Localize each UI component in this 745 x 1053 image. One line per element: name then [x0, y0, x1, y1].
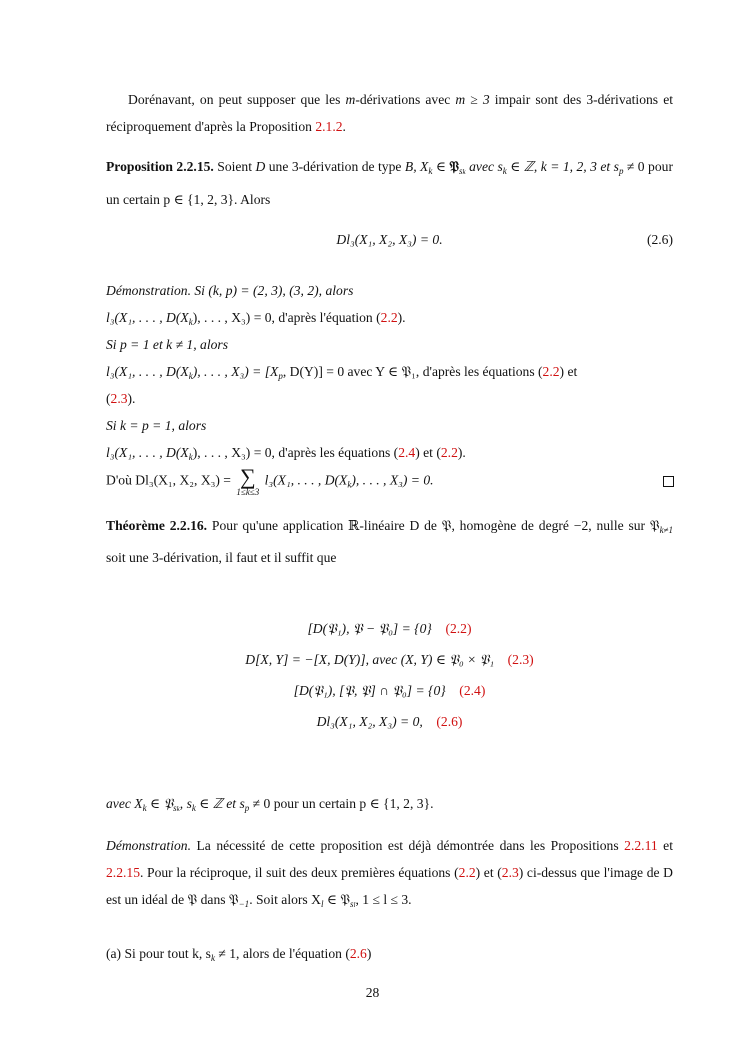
- equation-text: [D(𝔓₁), 𝔓 − 𝔓₀] = {0}: [307, 621, 432, 636]
- reference-link[interactable]: 2.4: [398, 445, 416, 460]
- prop-sub: k: [428, 166, 433, 176]
- theorem-label: Théorème 2.2.16.: [106, 518, 208, 533]
- prop-text: une 3-dérivation de type: [265, 159, 405, 174]
- demo-sub: k: [188, 452, 193, 462]
- cond-math: ∈ 𝔓: [146, 796, 174, 811]
- demo2-text: . Pour la réciproque, il suit des deux premières équations (: [139, 865, 459, 880]
- prop-math: avec s: [465, 159, 503, 174]
- demo1-line1: [106, 283, 673, 299]
- reference-link[interactable]: (2.2): [445, 621, 472, 636]
- reference-link[interactable]: 2.2.15: [106, 865, 140, 880]
- item-label: (a): [106, 946, 122, 961]
- demo1-line7: [106, 445, 673, 462]
- demo-math: D'où Dl₃(X₁, X₂, X₃) =: [106, 472, 235, 488]
- demo1-line3: [106, 337, 673, 353]
- prop-frak: 𝔓: [449, 159, 460, 175]
- demo-math: l₃(X₁, . . . , D(X: [106, 364, 189, 379]
- demo-sub: p: [278, 371, 283, 381]
- reference-link[interactable]: (2.6): [436, 714, 463, 729]
- demo1-line5: [106, 391, 673, 407]
- prop-math: ∈ ℤ, k = 1, 2, 3 et s: [506, 159, 619, 174]
- demo2-sub-l: l: [353, 901, 356, 909]
- prop-sub-k: k: [462, 168, 466, 176]
- prop-sub: [459, 166, 466, 176]
- intro-math-ineq: m ≥ 3: [455, 92, 490, 107]
- equation-text: [D(𝔓₁), [𝔓, 𝔓] ∩ 𝔓₀] = {0}: [293, 683, 446, 698]
- proposition-label: Proposition 2.2.15.: [106, 159, 214, 174]
- item-text: ≠ 1, alors de l'équation (: [214, 946, 350, 961]
- item-text: Si pour tout k, s: [121, 946, 211, 961]
- equation-number: (2.6): [646, 232, 673, 247]
- reference-link[interactable]: (2.3): [507, 652, 534, 667]
- reference-link[interactable]: 2.1.2: [315, 119, 343, 134]
- intro-paragraph: [106, 86, 673, 140]
- reference-link[interactable]: 2.2: [542, 364, 560, 379]
- intro-text: .: [342, 119, 346, 134]
- cond-sub: p: [244, 803, 250, 813]
- demo-sub: k: [188, 371, 193, 381]
- theorem-eq-4: [106, 714, 673, 730]
- demo-math: ), . . . , X₃) = 0.: [351, 472, 434, 488]
- demo2-text: La nécessité de cette proposition est déjà démontrée dans les Propositions: [190, 838, 625, 853]
- cond-math: ∈ ℤ et s: [195, 796, 245, 811]
- prop-math: D: [255, 159, 266, 174]
- demo2-sub: −1: [238, 899, 250, 909]
- demo-text: ), . . . , X₃) = 0, d'après l'équation (: [192, 310, 381, 325]
- demo2-paragraph: [106, 832, 673, 919]
- cond-sub-k: k: [176, 805, 180, 813]
- equation-2-6: [106, 232, 673, 248]
- prop-math: , X: [413, 159, 429, 174]
- demo-text: ) et: [559, 364, 578, 379]
- demo2-text: ) et (: [475, 865, 502, 880]
- demo2-text: ∈ 𝔓: [323, 892, 350, 907]
- demo-sub: k: [347, 479, 352, 490]
- demo-text: ), . . . , X₃) = 0, d'après les équations (: [192, 445, 399, 460]
- intro-math-m: m: [345, 92, 356, 107]
- demo-text: ) et (: [415, 445, 441, 460]
- demo1-line2: [106, 310, 673, 327]
- demo-text: Si p = 1 et k ≠ 1, alors: [106, 337, 228, 352]
- item-a: [106, 946, 673, 963]
- demo1-line6: [106, 418, 673, 434]
- cond-sub: k: [142, 803, 147, 813]
- cond-text: ≠ 0 pour un certain p ∈ {1, 2, 3}.: [249, 796, 434, 811]
- equation-text: Dl₃(X₁, X₂, X₃) = 0.: [336, 232, 443, 247]
- prop-sub: k: [502, 166, 507, 176]
- page-number: 28: [365, 985, 380, 1000]
- sum-sign: ∑: [239, 464, 256, 489]
- prop-sub: p: [618, 166, 624, 176]
- demo2-text: et: [657, 838, 673, 853]
- reference-link[interactable]: 2.2: [458, 865, 476, 880]
- demo2-text: . Soit alors X: [249, 892, 321, 907]
- demo-math: l₃(X₁, . . . , D(X: [106, 445, 189, 460]
- theorem-eq-2: [106, 652, 673, 668]
- theorem-sub: k≠1: [659, 525, 673, 535]
- theorem-text: Pour qu'une application ℝ-linéaire D de 𝔓, homogène de degré −2, nulle sur 𝔓: [207, 518, 660, 533]
- demo-math: l₃(X₁, . . . , D(X: [261, 472, 348, 488]
- demo-text: Si (k, p) = (2, 3), (3, 2), alors: [190, 283, 354, 298]
- reference-link[interactable]: 2.3: [501, 865, 519, 880]
- demonstration-label: Démonstration.: [106, 283, 191, 298]
- cond-math: , s: [179, 796, 192, 811]
- reference-link[interactable]: 2.3: [110, 391, 128, 406]
- demo-math: ), . . . , X₃) = [X: [192, 364, 279, 379]
- prop-text: ≠ 0 pour un certain p ∈ {1, 2, 3}. Alors: [106, 159, 673, 207]
- demo1-line4: [106, 364, 673, 381]
- reference-link[interactable]: 2.6: [349, 946, 367, 961]
- demo-sub: k: [188, 317, 193, 327]
- demo-text: ).: [457, 445, 466, 460]
- cond-sub-s: s: [173, 803, 177, 813]
- demo-text: (: [106, 391, 111, 406]
- theorem-conditions: [106, 796, 673, 813]
- demo-math: l₃(X₁, . . . , D(X: [106, 310, 189, 325]
- demo-text: , D(Y)] = 0 avec Y ∈ 𝔓₁, d'après les équations (: [282, 364, 543, 379]
- intro-text: Dorénavant, on peut supposer que les: [128, 92, 346, 107]
- equation-text: Dl₃(X₁, X₂, X₃) = 0,: [316, 714, 423, 729]
- demo2-sub: l: [320, 899, 324, 909]
- intro-text: impair sont des 3-dérivations et réciproquement d'après la Proposition: [106, 92, 674, 134]
- demo2-text: ) ci-dessus que l'image de D est un idéal de 𝔓 dans 𝔓: [106, 865, 673, 907]
- item-text: ): [366, 946, 372, 961]
- proposition-paragraph: [106, 153, 673, 213]
- demo1-line8: [106, 466, 673, 497]
- theorem-paragraph: [106, 512, 673, 571]
- sum-symbol: [236, 466, 259, 497]
- intro-text: -dérivations avec: [355, 92, 456, 107]
- cond-sub: [173, 803, 180, 813]
- theorem-text: soit une 3-dérivation, il faut et il suffit que: [106, 550, 337, 565]
- demo-text: Si k = p = 1, alors: [106, 418, 207, 433]
- prop-sub-s: s: [459, 166, 463, 176]
- theorem-eq-3: [106, 683, 673, 699]
- reference-link[interactable]: 2.2.11: [624, 838, 658, 853]
- qed-square: [663, 476, 674, 487]
- demo-text: ).: [397, 310, 406, 325]
- demo-text: ).: [127, 391, 136, 406]
- theorem-eq-1: [106, 621, 673, 637]
- cond-sub: k: [191, 803, 196, 813]
- reference-link[interactable]: (2.4): [459, 683, 486, 698]
- demo2-sub-s: s: [350, 899, 354, 909]
- demonstration-label: Démonstration.: [106, 838, 191, 853]
- reference-link[interactable]: 2.2: [440, 445, 458, 460]
- demo2-text: , 1 ≤ l ≤ 3.: [355, 892, 412, 907]
- cond-math: avec X: [106, 796, 143, 811]
- prop-math: B: [404, 159, 414, 174]
- reference-link[interactable]: 2.2: [380, 310, 398, 325]
- prop-text: Soient: [213, 159, 256, 174]
- prop-text: ∈: [432, 159, 450, 174]
- item-sub: k: [210, 953, 215, 963]
- equation-text: D[X, Y] = −[X, D(Y)], avec (X, Y) ∈ 𝔓₀ × 𝔓₁: [245, 652, 495, 667]
- sum-limits: 1≤k≤3: [236, 487, 260, 497]
